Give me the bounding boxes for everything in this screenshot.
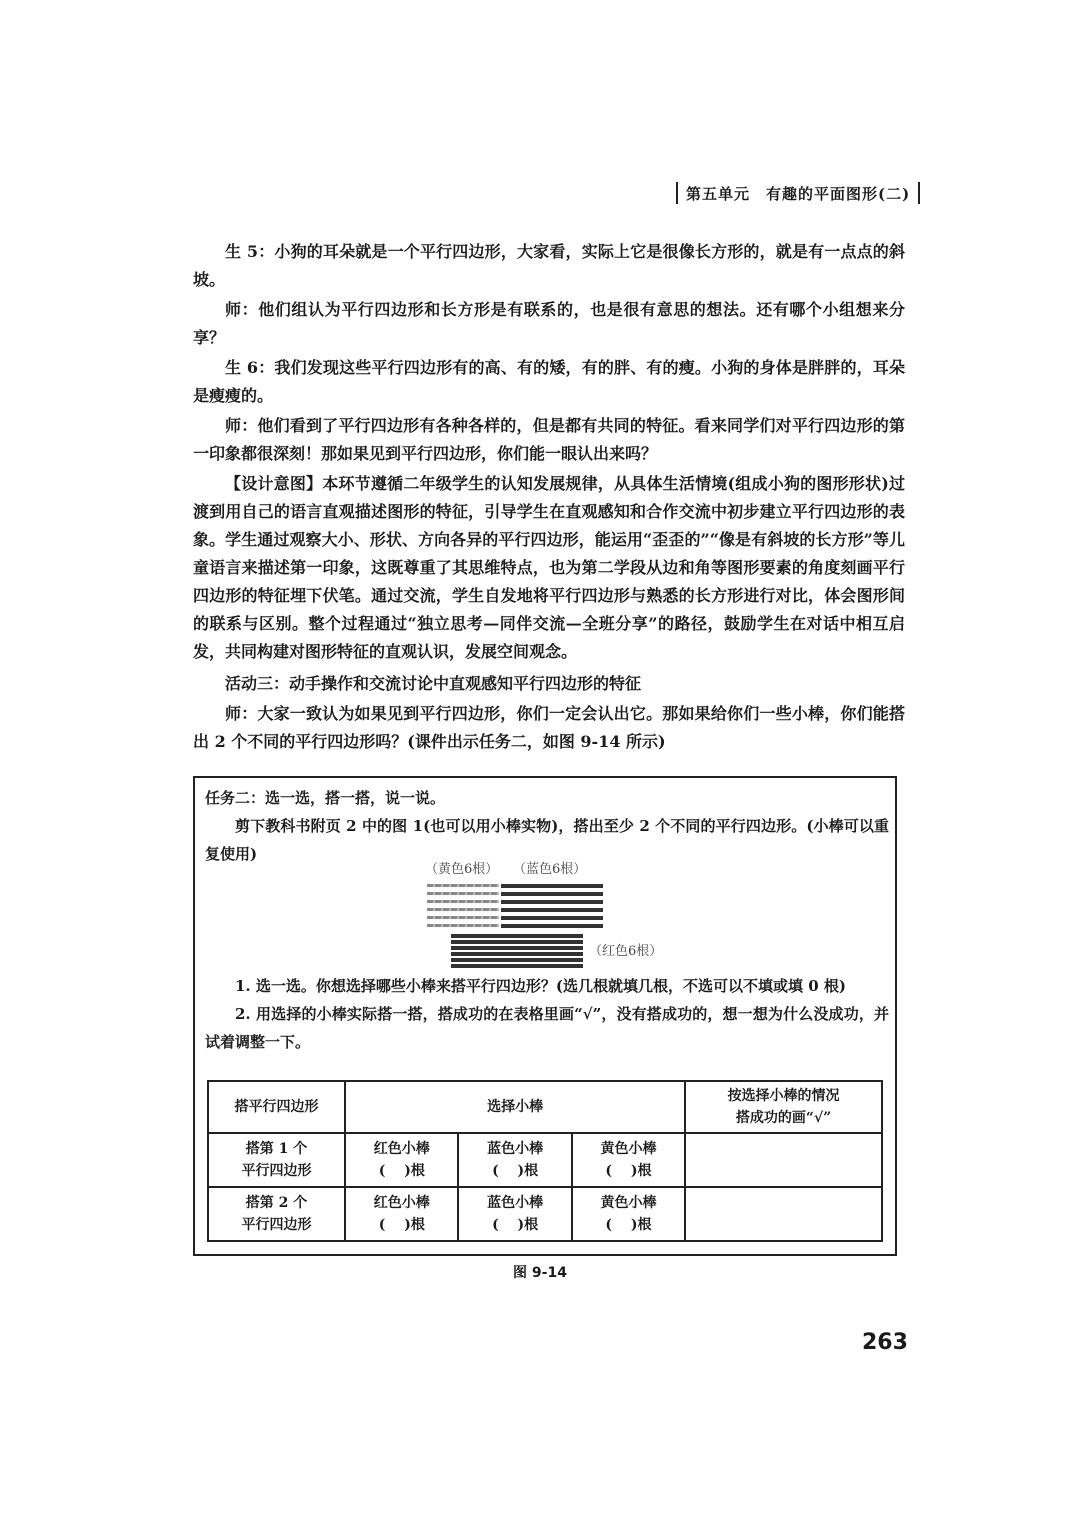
header-result [685, 1081, 882, 1133]
yellow-stick [427, 908, 499, 911]
yellow-stick [427, 916, 499, 919]
sticks-illustration [425, 860, 665, 964]
blue-choice[interactable] [457, 1188, 570, 1240]
choose-cell [345, 1187, 685, 1241]
blank-field: ( )根 [605, 1163, 652, 1179]
red-label: 红色小棒 [373, 1141, 430, 1157]
running-head-text: 第五单元 有趣的平面图形(二) [686, 184, 911, 203]
yellow-label: 黄色小棒 [600, 1195, 657, 1211]
divider [918, 182, 920, 204]
blue-stick [501, 884, 603, 888]
red-stick [451, 946, 583, 950]
sticks-table [207, 1080, 883, 1242]
paragraph: 生 6：我们发现这些平行四边形有的高、有的矮，有的胖、有的瘦。小狗的身体是胖胖的，耳朵是瘦瘦的。 [193, 358, 905, 405]
blue-choice[interactable] [457, 1134, 570, 1186]
figure-caption: 图 9-14 [513, 1265, 567, 1281]
step-1: 1. 选一选。你想选择哪些小棒来搭平行四边形？(选几根就填几根，不选可以不填或填 0 根) [235, 977, 846, 995]
choose-cell [345, 1133, 685, 1187]
red-stick [451, 964, 583, 968]
yellow-stick [427, 892, 499, 895]
label-blue: （蓝色6根） [513, 862, 587, 877]
row-label-line1: 搭第 1 个 [245, 1141, 308, 1157]
paragraph: 生 5：小狗的耳朵就是一个平行四边形，大家看，实际上它是很像长方形的，就是有一点点的斜坡。 [193, 242, 905, 289]
red-label: 红色小棒 [373, 1195, 430, 1211]
paragraph: 师：他们组认为平行四边形和长方形是有联系的，也是很有意思的想法。还有哪个小组想来分享？ [193, 300, 905, 347]
red-stick [451, 952, 583, 956]
paragraph: 师：大家一致认为如果见到平行四边形，你们一定会认出它。那如果给你们一些小棒，你们能搭出 2 个不同的平行四边形吗？(课件出示任务二，如图 9-14 所示) [193, 704, 905, 751]
task-steps [205, 972, 889, 1056]
header-build: 搭平行四边形 [208, 1081, 345, 1133]
row-label-line2: 平行四边形 [241, 1163, 312, 1179]
yellow-stick [427, 900, 499, 903]
header-result-line1: 按选择小棒的情况 [727, 1088, 840, 1104]
blank-field: ( )根 [378, 1217, 425, 1233]
result-cell[interactable] [685, 1187, 882, 1241]
blue-stick [501, 892, 603, 896]
blank-field: ( )根 [605, 1217, 652, 1233]
blue-label: 蓝色小棒 [487, 1141, 544, 1157]
yellow-label: 黄色小棒 [600, 1141, 657, 1157]
blue-label: 蓝色小棒 [487, 1195, 544, 1211]
row-label [208, 1133, 345, 1187]
label-red: （红色6根） [589, 944, 663, 959]
task-content [205, 784, 889, 868]
red-stick [451, 934, 583, 938]
step-2: 2. 用选择的小棒实际搭一搭，搭成功的在表格里画“√”，没有搭成功的，想一想为什么没成功，并试着调整一下。 [205, 1005, 889, 1051]
yellow-stick [427, 924, 499, 927]
red-choice[interactable] [346, 1134, 457, 1186]
red-stick [451, 958, 583, 962]
row-label-line1: 搭第 2 个 [245, 1195, 308, 1211]
task-title: 任务二：选一选，搭一搭，说一说。 [205, 789, 446, 807]
row-label [208, 1187, 345, 1241]
yellow-choice[interactable] [571, 1188, 684, 1240]
design-intent-paragraph: 【设计意图】本环节遵循二年级学生的认知发展规律，从具体生活情境(组成小狗的图形形状)过渡到用自己的语言直观描述图形的特征，引导学生在直观感知和合作交流中初步建立平行四边形的表象。学生通过观察大小、形状、方向各异的平行四边形，能运用“歪歪的”“像是有斜坡的长方形”等儿童语言来描述第一印象，这既尊重了其思维特点，也为第二学段从边和角等图形要素的角度刻画平行四边形的特征埋下伏笔。通过交流，学生自发地将平行四边形与熟悉的长方形进行对比，体会图形间的联系与区别。整个过程通过“独立思考—同伴交流—全班分享”的路径，鼓励学生在对话中相互启发，共同构建对图形特征的直观认识，发展空间观念。 [193, 474, 905, 661]
blue-stick [501, 900, 603, 904]
result-cell[interactable] [685, 1133, 882, 1187]
blue-stick [501, 908, 603, 912]
yellow-stick [427, 884, 499, 887]
blank-field: ( )根 [492, 1217, 539, 1233]
blue-stick [501, 924, 603, 928]
header-result-line2: 搭成功的画“√” [735, 1110, 832, 1126]
blank-field: ( )根 [492, 1163, 539, 1179]
table-row [208, 1187, 882, 1241]
running-head [676, 178, 938, 208]
page-number: 263 [862, 1330, 908, 1355]
row-label-line2: 平行四边形 [241, 1217, 312, 1233]
body-text [193, 238, 905, 758]
blank-field: ( )根 [378, 1163, 425, 1179]
table-row [208, 1133, 882, 1187]
header-choose: 选择小棒 [345, 1081, 685, 1133]
blue-stick [501, 916, 603, 920]
paragraph: 师：他们看到了平行四边形有各种各样的，但是都有共同的特征。看来同学们对平行四边形的第一印象都很深刻！那如果见到平行四边形，你们能一眼认出来吗？ [193, 416, 905, 463]
task-instruction: 剪下教科书附页 2 中的图 1(也可以用小棒实物)，搭出至少 2 个不同的平行四边形。(小棒可以重复使用) [205, 817, 889, 863]
task-box [193, 776, 897, 1256]
red-choice[interactable] [346, 1188, 457, 1240]
table-header-row [208, 1081, 882, 1133]
red-stick [451, 940, 583, 944]
activity-heading: 活动三：动手操作和交流讨论中直观感知平行四边形的特征 [225, 674, 642, 693]
yellow-choice[interactable] [571, 1134, 684, 1186]
label-yellow: （黄色6根） [425, 862, 499, 877]
